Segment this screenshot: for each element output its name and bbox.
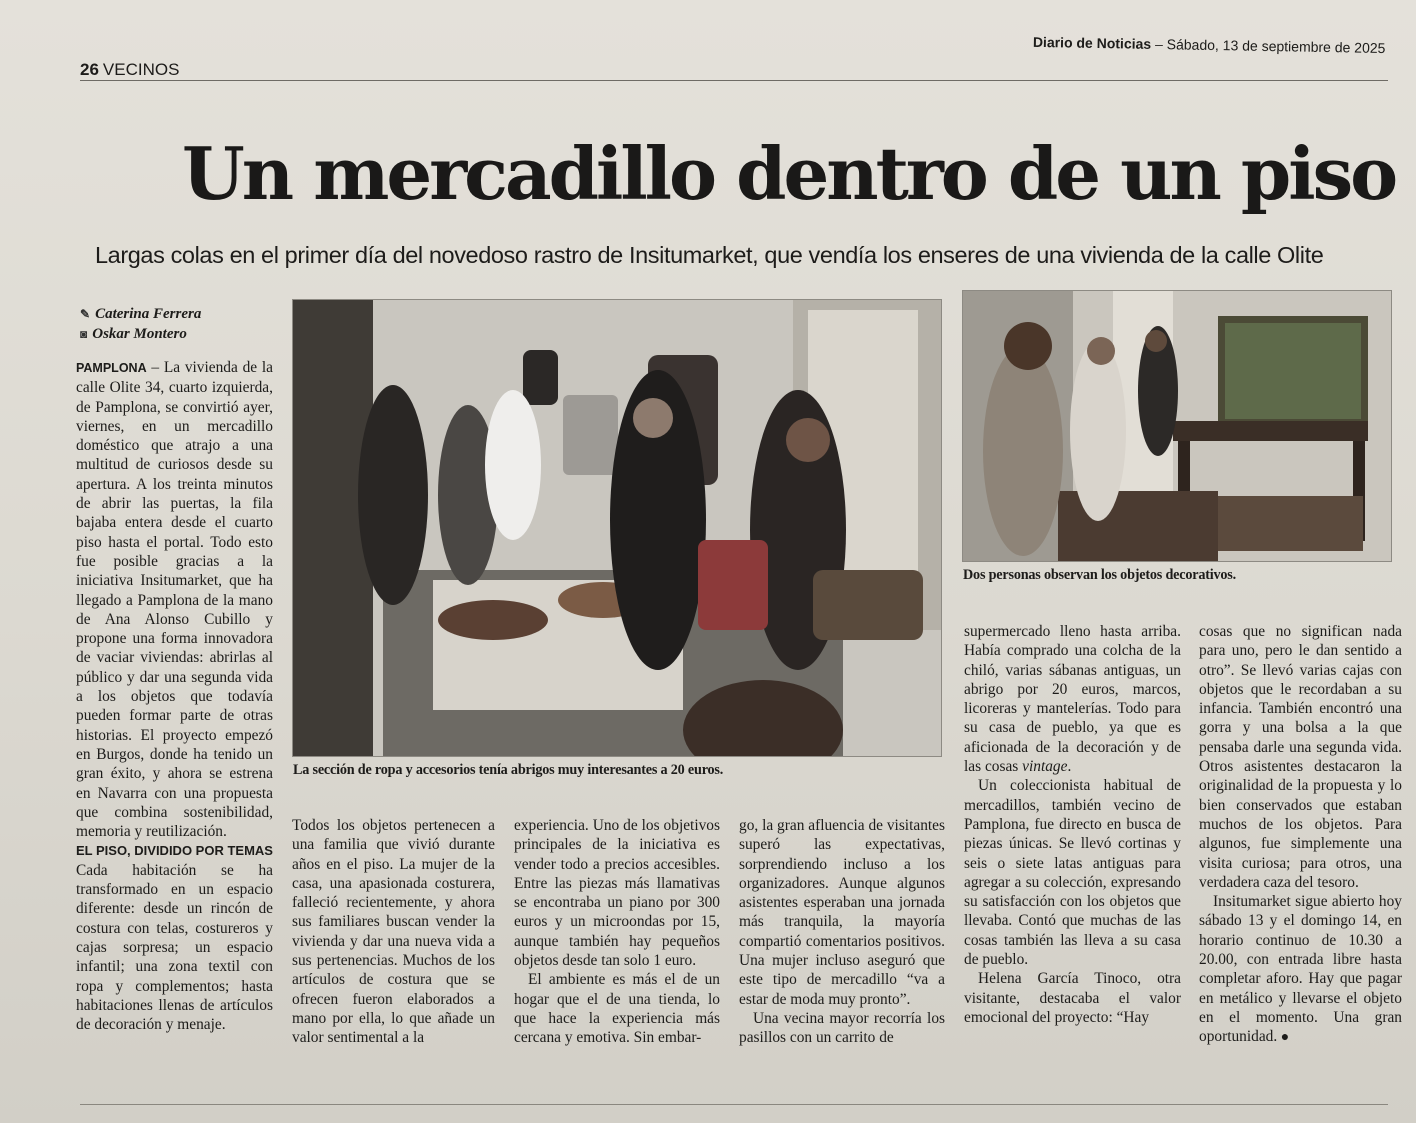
col5-paragraph-1-text: supermercado lleno hasta arriba. Había comprado una colcha de la chiló, varias sábanas antiguas, un abrigo por 20 euros, marcos, licoreras y mantelerías. Todo para su casa de pueblo, ya que es aficionada de la decoración y de las cosas <box>964 623 1181 776</box>
col5-paragraph-3: Helena García Tinoco, otra visitante, destacaba el valor emocional del proyecto: “Hay <box>964 970 1181 1026</box>
section-name: VECINOS <box>102 60 180 79</box>
masthead-date: – Sábado, 13 de septiembre de 2025 <box>1151 35 1386 56</box>
byline <box>80 304 201 344</box>
col5-paragraph-1-end: . <box>1067 758 1072 776</box>
side-photo-image <box>963 291 1391 561</box>
col5-paragraph-2: Un coleccionista habitual de mercadillos, también vecino de Pamplona, fue directo en busca de piezas únicas. Se llevó cortinas y seis o siete latas antiguas para agregar a su colección, expresando su satisfacción con los objetos que llevaba. Contó que muchas de las cosas también las lleva a su casa de pueblo. <box>964 777 1181 969</box>
col1-paragraph-1: – La vivienda de la calle Olite 34, cuarto izquierda, de Pamplona, se convirtió ayer, viernes, en un mercadillo doméstico que atrajo a una multitud de curiosos desde su apertura. A los treinta minutos de abrir las puertas, la fila bajaba entera desde el cuarto piso hasta el portal. Todo esto fue posible gracias a la iniciativa Insitumarket, que ha llegado a Pamplona de la mano de Ana Alonso Cubillo y propone una forma innovadora de vaciar viviendas: abrirlas al público y dar una segunda vida a los objetos que todavía pueden formar parte de otras historias. El proyecto empezó en Burgos, donde ha tenido un gran éxito, y ahora se estrena en Navarra con una propuesta que combina sostenibilidad, memoria y reutilización. <box>76 359 273 841</box>
article-column-1 <box>76 358 273 1034</box>
pen-icon: ✎ <box>80 307 91 321</box>
byline-author: Caterina Ferrera <box>95 306 202 322</box>
col2-paragraph-1: Todos los objetos pertenecen a una familia que vivió durante años en el piso. La mujer de la casa, una apasionada costurera, falleció recientemente, y ahora sus familiares buscan vender la vivienda y dar una nueva vida a sus pertenencias. Muchos de los artículos de costura que se ofrecen fueron elaborados a mano por ella, lo que añade un valor sentimental a la <box>292 817 495 1047</box>
col4-paragraph-1: go, la gran afluencia de visitantes superó las expectativas, sorprendiendo incluso a los organizadores. Aunque algunos asistentes esperaban una jornada más tranquila, la mayoría compartió comentarios positivos. Una mujer incluso aseguró que este tipo de mercadillo “va a estar de moda muy pronto”. <box>739 817 945 1008</box>
article-column-2 <box>292 816 495 1048</box>
header-rule <box>80 80 1388 81</box>
main-photo-image <box>293 300 941 756</box>
end-mark: ● <box>1277 1030 1290 1046</box>
side-photo-caption: Dos personas observan los objetos decorativos. <box>963 567 1236 583</box>
col3-paragraph-1: experiencia. Uno de los objetivos principales de la iniciativa es vender todo a precios accesibles. Entre las piezas más llamativas se encontraba un piano por 300 euros y un microondas por 15, aunque también hay pequeños objetos desde tan solo 1 euro. <box>514 817 720 970</box>
footer-rule <box>80 1104 1388 1105</box>
col4-paragraph-2: Una vecina mayor recorría los pasillos con un carrito de <box>739 1009 945 1047</box>
article-column-5 <box>964 622 1181 1027</box>
page-header-left <box>80 60 179 80</box>
col5-italic-word: vintage <box>1022 758 1068 776</box>
byline-photographer: Oskar Montero <box>92 326 187 342</box>
col5-paragraph-1 <box>964 622 1181 776</box>
col6-paragraph-2 <box>1199 892 1402 1047</box>
article-column-4 <box>739 816 945 1048</box>
col3-paragraph-2: El ambiente es más el de un hogar que el de una tienda, lo que hace la experiencia más cercana y emotiva. Sin embar- <box>514 971 720 1047</box>
col6-paragraph-1: cosas que no significan nada para uno, pero le dan sentido a otro”. Se llevó varias cajas con objetos que le recordaban a su infancia. También encontró una gorra y una bolsa a la que pensaba darle una segunda vida. Otros asistentes destacaron la originalidad de la propuesta y lo bien conservados que estaban muchos de los objetos. Para algunos, fue simplemente una visita curiosa; para otros, una verdadera caza del tesoro. <box>1199 623 1402 891</box>
headline: Un mercadillo dentro de un piso <box>182 131 1396 216</box>
col6-paragraph-2-text: Insitumarket sigue abierto hoy sábado 13 y el domingo 14, en horario continuo de 10.30 a 20.00, con entrada libre hasta completar aforo. Hay que pagar en metálico y llevarse el objeto en el momento. Una gran oportunidad. <box>1199 893 1402 1046</box>
article-column-6 <box>1199 622 1402 1048</box>
page-number: 26 <box>80 60 99 79</box>
camera-icon: ◙ <box>80 327 88 341</box>
masthead-paper: Diario de Noticias <box>1033 33 1152 52</box>
section-heading: EL PISO, DIVIDIDO POR TEMAS <box>76 843 273 859</box>
side-photo <box>962 290 1392 562</box>
dateline: PAMPLONA <box>76 361 147 375</box>
subtitle: Largas colas en el primer día del novedoso rastro de Insitumarket, que vendía los enseres de una vivienda de la calle Olite <box>95 242 1324 268</box>
main-photo <box>292 299 942 757</box>
main-photo-caption: La sección de ropa y accesorios tenía abrigos muy interesantes a 20 euros. <box>293 762 724 778</box>
col1-paragraph-2: Cada habitación se ha transformado en un espacio diferente: desde un rincón de costura con telas, costureros y cajas sorpresa; un espacio infantil; una zona textil con ropa y complementos; hasta habitaciones llenas de artículos de decoración y menaje. <box>76 861 273 1034</box>
article-column-3 <box>514 816 720 1048</box>
masthead <box>1033 34 1386 56</box>
